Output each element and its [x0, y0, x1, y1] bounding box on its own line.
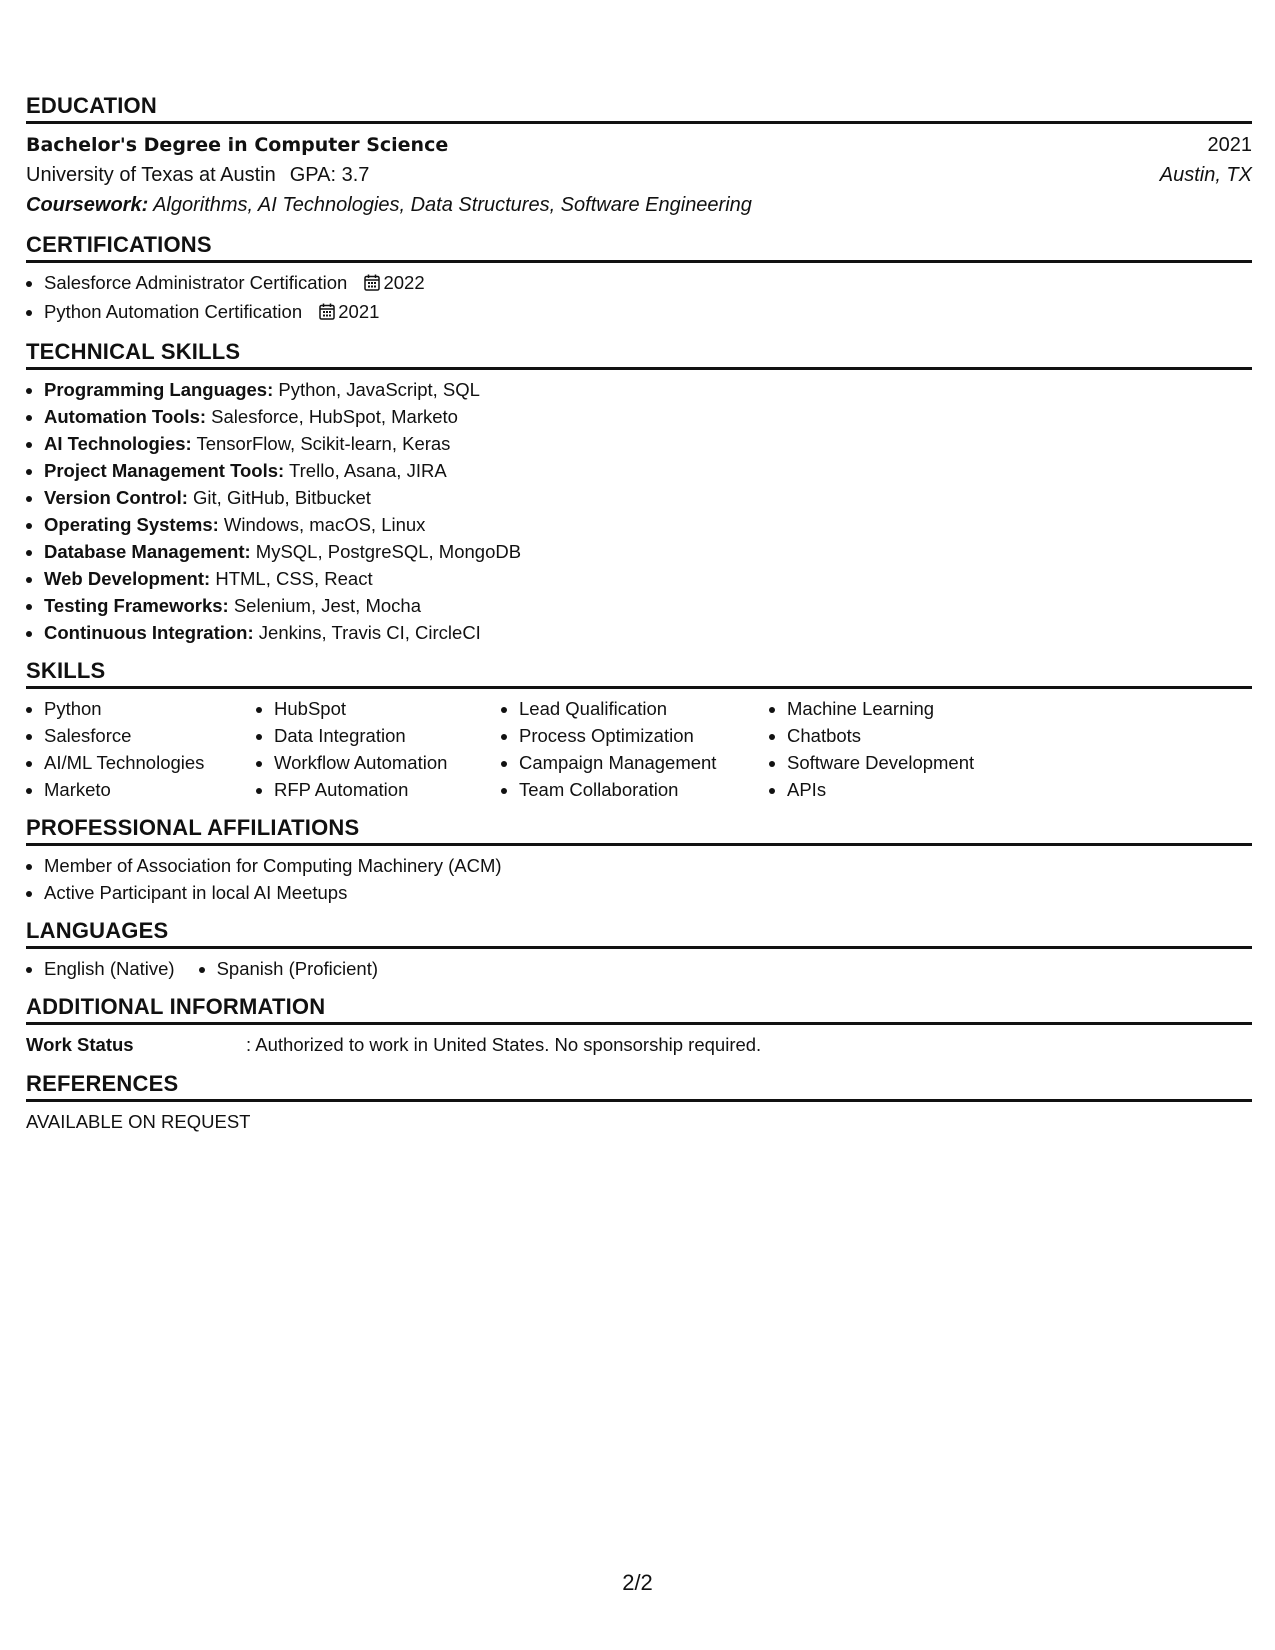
list-item [44, 298, 1252, 327]
skill-values: Python, JavaScript, SQL [278, 379, 480, 400]
list-item [44, 403, 1252, 430]
list-item: • Process Optimization [519, 722, 747, 749]
skill-category: AI Technologies: [44, 433, 192, 454]
coursework-list: Algorithms, AI Technologies, Data Structures, Software Engineering [153, 194, 752, 216]
skill-values: Salesforce, HubSpot, Marketo [211, 406, 458, 427]
skill-category: Database Management: [44, 541, 251, 562]
list-item: • Python [44, 695, 234, 722]
school-info [26, 160, 369, 190]
affiliations-list [26, 852, 1252, 906]
skill-values: HTML, CSS, React [215, 568, 373, 589]
page-number: 2/2 [622, 1570, 653, 1595]
list-item [44, 565, 1252, 592]
degree-row [26, 130, 1252, 160]
list-item: • Spanish (Proficient) [217, 955, 378, 982]
skill-values: MySQL, PostgreSQL, MongoDB [255, 541, 522, 562]
skill-category: Version Control: [44, 487, 188, 508]
coursework [26, 190, 1252, 220]
languages-list [199, 955, 378, 982]
list-item [44, 592, 1252, 619]
list-item: • APIs [787, 776, 1027, 803]
skill-values: Trello, Asana, JIRA [289, 460, 447, 481]
list-item: • Campaign Management [519, 749, 747, 776]
resume-page [26, 93, 1252, 1148]
list-item: • Machine Learning [787, 695, 1027, 722]
skill-values: Windows, macOS, Linux [223, 514, 426, 535]
gpa: GPA: 3.7 [289, 164, 370, 186]
languages-list [26, 955, 175, 982]
languages-section [26, 918, 1252, 982]
list-item [44, 430, 1252, 457]
list-item: • Chatbots [787, 722, 1027, 749]
calendar-icon [319, 300, 335, 327]
skills-grid [26, 695, 1252, 803]
work-status-label: Work Status [26, 1034, 134, 1055]
list-item [44, 511, 1252, 538]
calendar-icon [364, 271, 380, 298]
coursework-label: Coursework: [26, 194, 149, 216]
certification-name: Python Automation Certification [44, 301, 303, 322]
skill-values: TensorFlow, Scikit-learn, Keras [196, 433, 451, 454]
skill-category: Continuous Integration: [44, 622, 254, 643]
list-item: • Salesforce [44, 722, 234, 749]
certifications-section [26, 232, 1252, 327]
education-heading: EDUCATION [26, 93, 1252, 124]
graduation-year: 2021 [1207, 134, 1252, 156]
school-location: Austin, TX [1159, 164, 1252, 186]
list-item [44, 457, 1252, 484]
certifications-heading: CERTIFICATIONS [26, 232, 1252, 263]
skill-values: Selenium, Jest, Mocha [233, 595, 421, 616]
skill-values: Git, GitHub, Bitbucket [193, 487, 371, 508]
list-item [44, 619, 1252, 646]
work-status-row [26, 1031, 1252, 1059]
school-row [26, 160, 1252, 190]
skills-column [256, 695, 479, 803]
skills-column [769, 695, 1027, 803]
references-text: AVAILABLE ON REQUEST [26, 1111, 251, 1132]
skills-column [26, 695, 234, 803]
technical-skills-section [26, 339, 1252, 646]
skill-category: Testing Frameworks: [44, 595, 229, 616]
skills-section [26, 658, 1252, 803]
list-item: • Data Integration [274, 722, 479, 749]
skill-category: Operating Systems: [44, 514, 219, 535]
additional-info-heading: ADDITIONAL INFORMATION [26, 994, 1252, 1025]
skills-column [501, 695, 747, 803]
list-item [44, 538, 1252, 565]
school-name: University of Texas at Austin [26, 164, 276, 186]
list-item: • Software Development [787, 749, 1027, 776]
skill-category: Automation Tools: [44, 406, 207, 427]
list-item: • Workflow Automation [274, 749, 479, 776]
list-item: • Marketo [44, 776, 234, 803]
skills-heading: SKILLS [26, 658, 1252, 689]
list-item: • Lead Qualification [519, 695, 747, 722]
references-heading: REFERENCES [26, 1071, 1252, 1102]
certifications-list [26, 269, 1252, 327]
work-status-value: : Authorized to work in United States. No sponsorship required. [246, 1034, 762, 1055]
additional-info-section [26, 994, 1252, 1059]
degree-title: Bachelor's Degree in Computer Science [26, 134, 449, 156]
affiliations-heading: PROFESSIONAL AFFILIATIONS [26, 815, 1252, 846]
list-item: • Member of Association for Computing Machinery (ACM) [44, 852, 1252, 879]
skill-category: Web Development: [44, 568, 211, 589]
references-section [26, 1071, 1252, 1136]
list-item [44, 269, 1252, 298]
skill-category: Programming Languages: [44, 379, 274, 400]
list-item [44, 484, 1252, 511]
list-item: • RFP Automation [274, 776, 479, 803]
skill-values: Jenkins, Travis CI, CircleCI [258, 622, 481, 643]
list-item: • Team Collaboration [519, 776, 747, 803]
certification-name: Salesforce Administrator Certification [44, 272, 348, 293]
languages-row [26, 955, 1252, 982]
list-item: • AI/ML Technologies [44, 749, 234, 776]
certification-year: 2021 [338, 301, 380, 322]
list-item: • Active Participant in local AI Meetups [44, 879, 1252, 906]
technical-skills-heading: TECHNICAL SKILLS [26, 339, 1252, 370]
list-item: • English (Native) [44, 955, 175, 982]
list-item [44, 376, 1252, 403]
affiliations-section [26, 815, 1252, 906]
languages-heading: LANGUAGES [26, 918, 1252, 949]
list-item: • HubSpot [274, 695, 479, 722]
education-section [26, 93, 1252, 220]
certification-year: 2022 [383, 272, 425, 293]
technical-skills-list [26, 376, 1252, 646]
skill-category: Project Management Tools: [44, 460, 285, 481]
